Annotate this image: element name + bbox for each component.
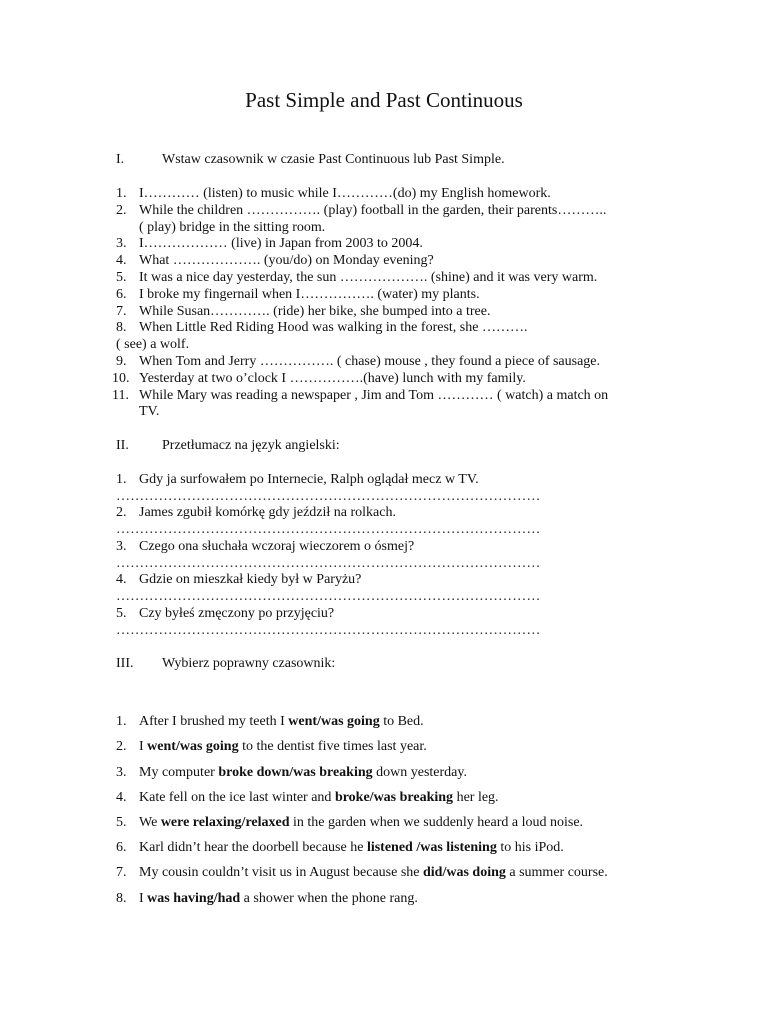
- exercise-item-continuation: TV.: [139, 404, 160, 419]
- item-number: 7.: [116, 304, 127, 319]
- translation-sentence: Gdzie on mieszkał kiedy był w Paryżu?: [139, 572, 362, 587]
- verb-choice: did/was doing: [423, 865, 506, 880]
- choice-sentence: We were relaxing/relaxed in the garden when we suddenly heard a loud noise.: [139, 815, 584, 830]
- verb-choice: broke down/was breaking: [218, 765, 373, 780]
- exercise-item: When Tom and Jerry ……………. ( chase) mouse , they found a piece of sausage.: [139, 354, 601, 369]
- item-number: 5.: [116, 270, 127, 285]
- item-number: 3.: [116, 539, 127, 554]
- item-number: 9.: [116, 354, 127, 369]
- item-number: 2.: [116, 505, 127, 520]
- item-number: 5.: [116, 815, 127, 830]
- choice-sentence: Kate fell on the ice last winter and broke/was breaking her leg.: [139, 790, 499, 805]
- section-1-instruction: Wstaw czasownik w czasie Past Continuous lub Past Simple.: [162, 152, 505, 167]
- verb-choice: went/was going: [288, 714, 380, 729]
- item-number: 2.: [116, 203, 127, 218]
- choice-sentence: After I brushed my teeth I went/was going to Bed.: [139, 714, 424, 729]
- item-number: 1.: [116, 186, 127, 201]
- exercise-item: While the children ……………. (play) football in the garden, their parents………..: [139, 203, 607, 218]
- item-number: 4.: [116, 253, 127, 268]
- answer-dotted-line: ………………………………………………………………………………: [116, 623, 541, 638]
- verb-choice: were relaxing/relaxed: [160, 815, 290, 830]
- exercise-item: I………… (listen) to music while I…………(do) my English homework.: [139, 186, 551, 201]
- choice-sentence: I went/was going to the dentist five times last year.: [139, 739, 427, 754]
- answer-dotted-line: ………………………………………………………………………………: [116, 522, 541, 537]
- page-title: Past Simple and Past Continuous: [245, 88, 523, 112]
- item-number: 7.: [116, 865, 127, 880]
- section-3-instruction: Wybierz poprawny czasownik:: [162, 656, 336, 671]
- section-1-numeral: I.: [116, 152, 125, 167]
- item-number: 1.: [116, 714, 127, 729]
- choice-sentence: My cousin couldn’t visit us in August because she did/was doing a summer course.: [139, 865, 608, 880]
- verb-choice: was having/had: [147, 891, 241, 906]
- choice-sentence: My computer broke down/was breaking down yesterday.: [139, 765, 467, 780]
- item-number: 10.: [112, 371, 130, 386]
- exercise-item: While Susan…………. (ride) her bike, she bumped into a tree.: [139, 304, 491, 319]
- exercise-item-continuation: ( play) bridge in the sitting room.: [139, 220, 326, 235]
- section-2-instruction: Przetłumacz na język angielski:: [162, 438, 340, 453]
- section-2-numeral: II.: [116, 438, 129, 453]
- item-number: 8.: [116, 891, 127, 906]
- exercise-item: When Little Red Riding Hood was walking in the forest, she ……….: [139, 320, 528, 335]
- exercise-item: What ………………. (you/do) on Monday evening?: [139, 253, 434, 268]
- answer-dotted-line: ………………………………………………………………………………: [116, 589, 541, 604]
- item-number: 5.: [116, 606, 127, 621]
- exercise-item: Yesterday at two o’clock I …………….(have) lunch with my family.: [139, 371, 526, 386]
- exercise-item: I broke my fingernail when I……………. (water) my plants.: [139, 287, 480, 302]
- item-number: 2.: [116, 739, 127, 754]
- verb-choice: broke/was breaking: [334, 790, 454, 805]
- translation-sentence: Gdy ja surfowałem po Internecie, Ralph oglądał mecz w TV.: [139, 472, 479, 487]
- exercise-item-continuation: ( see) a wolf.: [116, 337, 190, 352]
- item-number: 3.: [116, 765, 127, 780]
- item-number: 1.: [116, 472, 127, 487]
- item-number: 8.: [116, 320, 127, 335]
- answer-dotted-line: ………………………………………………………………………………: [116, 556, 541, 571]
- choice-sentence: Karl didn’t hear the doorbell because he listened /was listening to his iPod.: [139, 840, 564, 855]
- item-number: 3.: [116, 236, 127, 251]
- exercise-item: I……………… (live) in Japan from 2003 to 2004.: [139, 236, 423, 251]
- item-number: 4.: [116, 790, 127, 805]
- exercise-item: While Mary was reading a newspaper , Jim and Tom ………… ( watch) a match on: [139, 388, 609, 403]
- item-number: 6.: [116, 287, 127, 302]
- choice-sentence: I was having/had a shower when the phone rang.: [139, 891, 418, 906]
- translation-sentence: Czego ona słuchała wczoraj wieczorem o ósmej?: [139, 539, 415, 554]
- section-3-numeral: III.: [116, 656, 134, 671]
- verb-choice: listened /was listening: [366, 840, 497, 855]
- verb-choice: went/was going: [147, 739, 239, 754]
- translation-sentence: Czy byłeś zmęczony po przyjęciu?: [139, 606, 335, 621]
- item-number: 4.: [116, 572, 127, 587]
- answer-dotted-line: ………………………………………………………………………………: [116, 489, 541, 504]
- item-number: 6.: [116, 840, 127, 855]
- item-number: 11.: [112, 388, 129, 403]
- exercise-item: It was a nice day yesterday, the sun ………………. (shine) and it was very warm.: [139, 270, 598, 285]
- translation-sentence: James zgubił komórkę gdy jeździł na rolkach.: [139, 505, 396, 520]
